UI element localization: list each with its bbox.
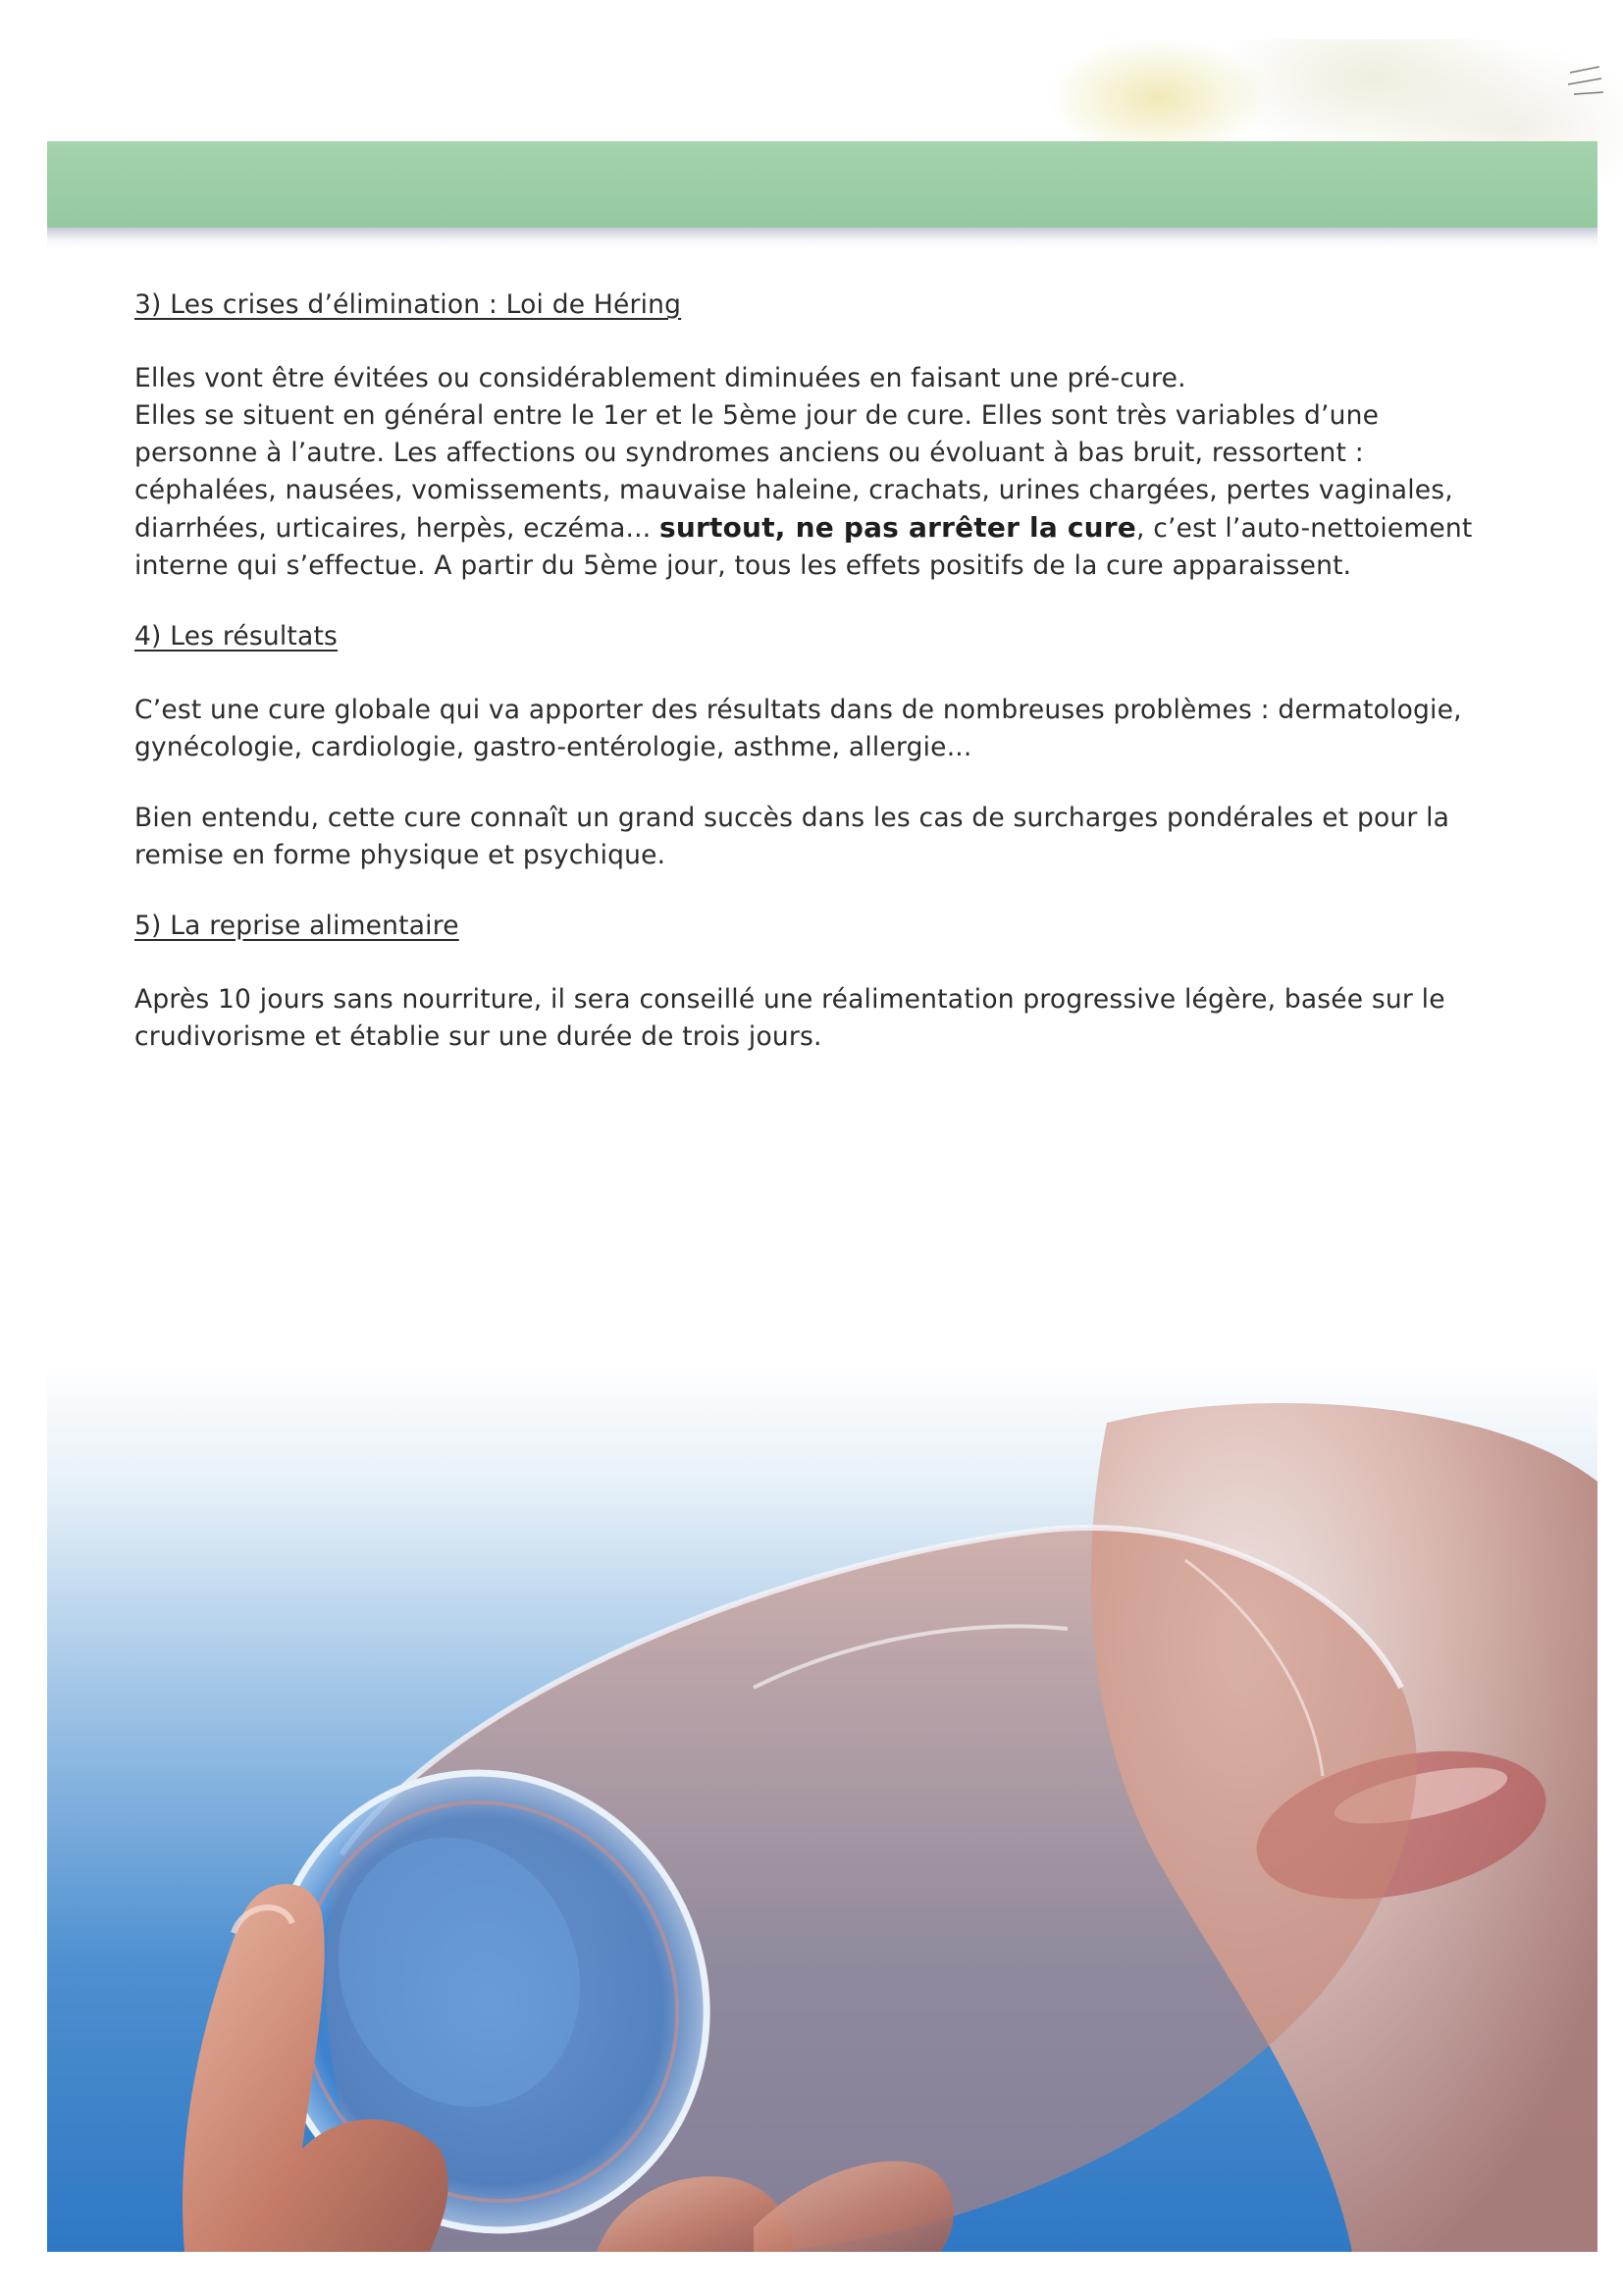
document-body (134, 287, 1508, 1089)
paragraph-elimination-text: Elles se situent en général entre le 1er et le 5ème jour de cure. Elles sont très variables d’une personne à l’autre. Les affections ou syndromes anciens ou évoluant à bas bruit, ressortent : céphalées, nausées, vomissements, mauvaise haleine, crachats, urines chargées, pertes vaginales, diarrhées, urticaires, herpès, eczéma... (134, 400, 1453, 544)
section-heading-results: 4) Les résultats (134, 621, 339, 652)
header-band-shadow (47, 228, 1597, 249)
paragraph-elimination-text-end: , c’est l’auto-nettoiement interne qui s’effectue. A partir du 5ème jour, tous les effets positifs de la cure apparaissent. (134, 513, 1473, 581)
paragraph-results-success: Bien entendu, cette cure connaît un grand succès dans les cas de surcharges pondérales et pour la remise en forme physique et psychique. (134, 803, 1450, 870)
water-glass-photo-graphic (47, 1364, 1597, 2252)
warning-emphasis: surtout, ne pas arrêter la cure (659, 511, 1136, 544)
water-glass-photo (47, 1364, 1597, 2252)
paragraph-precure: Elles vont être évitées ou considérablement diminuées en faisant une pré-cure. (134, 363, 1186, 393)
section-heading-food-resumption: 5) La reprise alimentaire (134, 911, 459, 941)
paragraph-elimination-crises (134, 397, 1508, 585)
header-band (47, 141, 1597, 228)
paragraph-results-global: C’est une cure globale qui va apporter des résultats dans de nombreuses problèmes : dermatologie, gynécologie, cardiologie, gastro-entérologie, asthme, allergie... (134, 695, 1462, 762)
section-heading-elimination: 3) Les crises d’élimination : Loi de Héring (134, 289, 682, 320)
top-corner-mark (1566, 63, 1605, 100)
paragraph-food-resumption: Après 10 jours sans nourriture, il sera conseillé une réalimentation progressive légère, basée sur le crudivorisme et établie sur une durée de trois jours. (134, 984, 1445, 1052)
